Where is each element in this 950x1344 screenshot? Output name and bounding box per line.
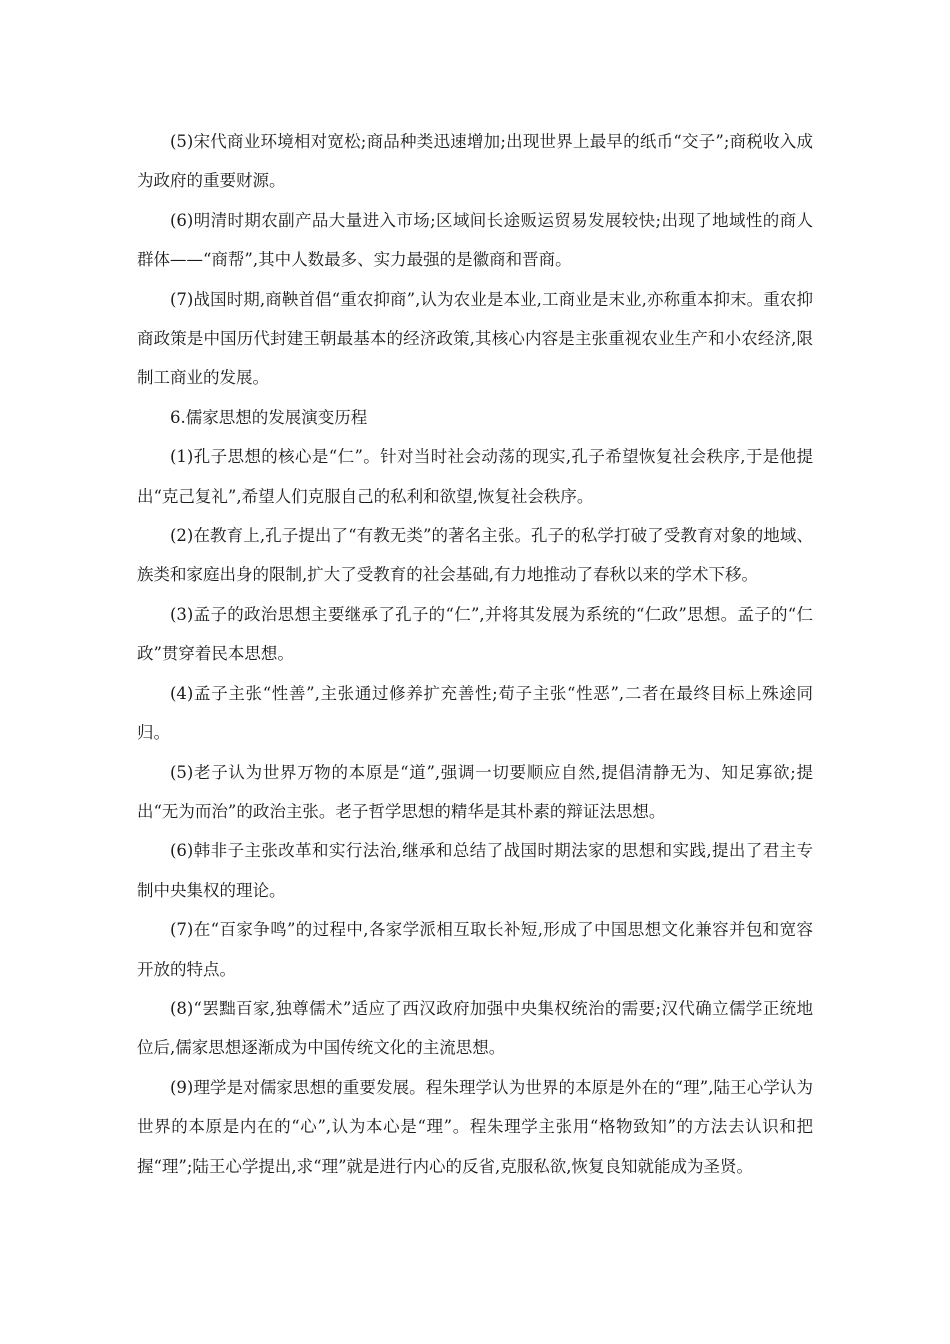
paragraph-confucius-education: (2)在教育上,孔子提出了“有教无类”的著名主张。孔子的私学打破了受教育对象的地域、族类和家庭出身的限制,扩大了受教育的社会基础,有力地推动了春秋以来的学术下移。 xyxy=(137,526,813,585)
paragraph-song-commerce: (5)宋代商业环境相对宽松;商品种类迅速增加;出现世界上最早的纸币“交子”;商税收入成为政府的重要财源。 xyxy=(137,132,813,191)
paragraph-agriculture-policy: (7)战国时期,商鞅首倡“重农抑商”,认为农业是本业,工商业是末业,亦称重本抑末。重农抑商政策是中国历代封建王朝最基本的经济政策,其核心内容是主张重视农业生产和小农经济,限制工商业的发展。 xyxy=(137,289,813,388)
paragraph-confucius-ren: (1)孔子思想的核心是“仁”。针对当时社会动荡的现实,孔子希望恢复社会秩序,于是他提出“克己复礼”,希望人们克服自己的私利和欲望,恢复社会秩序。 xyxy=(137,447,813,506)
paragraph-laozi: (5)老子认为世界万物的本原是“道”,强调一切要顺应自然,提倡清静无为、知足寡欲;提出“无为而治”的政治主张。老子哲学思想的精华是其朴素的辩证法思想。 xyxy=(137,762,813,821)
document-body xyxy=(137,122,813,1186)
section-heading-confucianism: 6.儒家思想的发展演变历程 xyxy=(170,407,368,427)
paragraph-han-confucianism: (8)“罢黜百家,独尊儒术”适应了西汉政府加强中央集权统治的需要;汉代确立儒学正统地位后,儒家思想逐渐成为中国传统文化的主流思想。 xyxy=(137,998,813,1058)
paragraph-hanfeizi: (6)韩非子主张改革和实行法治,继承和总结了战国时期法家的思想和实践,提出了君主专制中央集权的理论。 xyxy=(137,841,813,900)
paragraph-hundred-schools: (7)在“百家争鸣”的过程中,各家学派相互取长补短,形成了中国思想文化兼容并包和宽容开放的特点。 xyxy=(137,920,813,979)
paragraph-ming-qing-commerce: (6)明清时期农副产品大量进入市场;区域间长途贩运贸易发展较快;出现了地域性的商人群体——“商帮”,其中人数最多、实力最强的是徽商和晋商。 xyxy=(137,210,813,270)
paragraph-neo-confucianism: (9)理学是对儒家思想的重要发展。程朱理学认为世界的本原是外在的“理”,陆王心学认为世界的本原是内在的“心”,认为本心是“理”。程朱理学主张用“格物致知”的方法去认识和把握“理”;陆王心学提出,求“理”就是进行内心的反省,克服私欲,恢复良知就能成为圣贤。 xyxy=(137,1077,813,1176)
paragraph-mencius-renzheng: (3)孟子的政治思想主要继承了孔子的“仁”,并将其发展为系统的“仁政”思想。孟子的“仁政”贯穿着民本思想。 xyxy=(137,604,813,664)
paragraph-human-nature: (4)孟子主张“性善”,主张通过修养扩充善性;荀子主张“性恶”,二者在最终目标上殊途同归。 xyxy=(137,683,813,743)
